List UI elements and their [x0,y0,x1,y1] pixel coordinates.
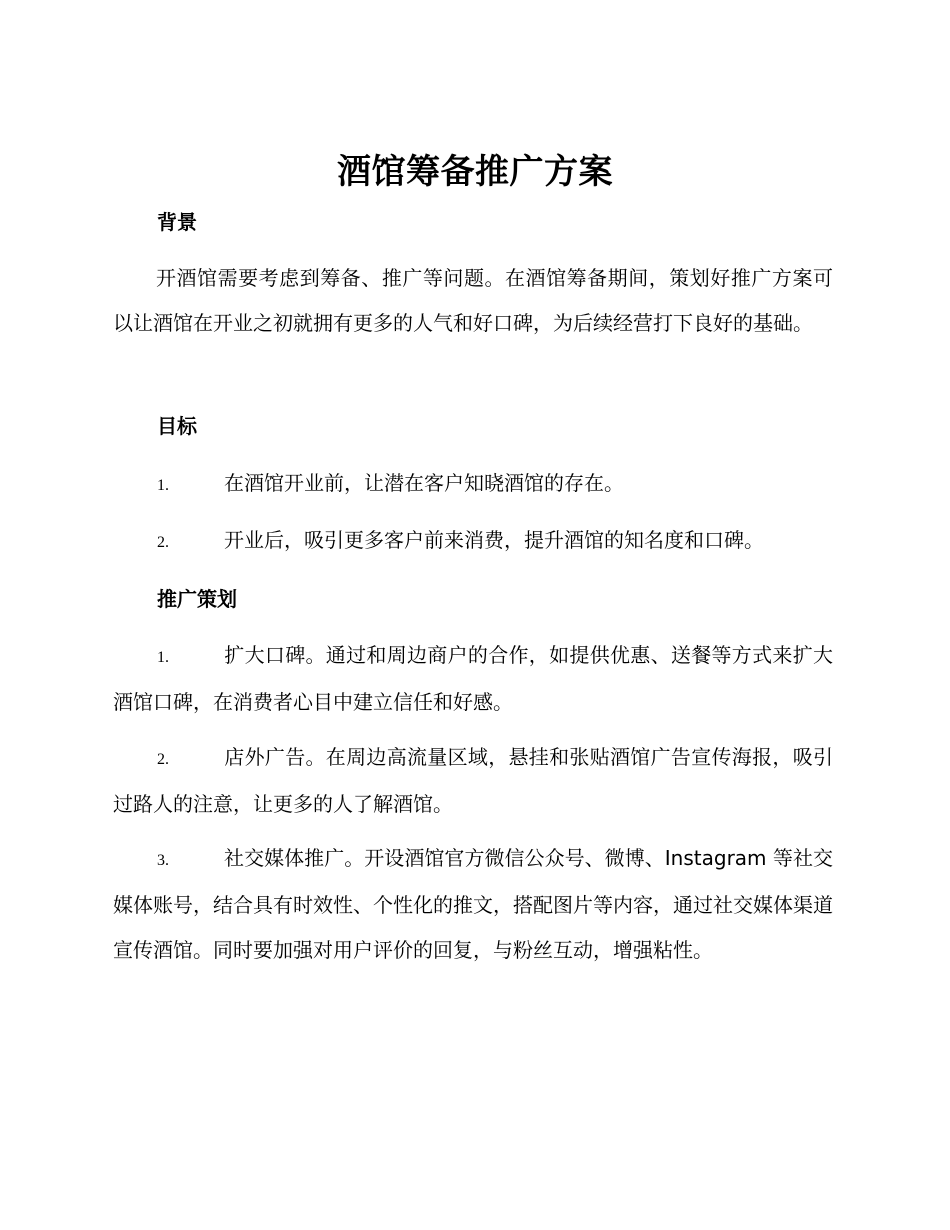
list-number: 2. [157,534,169,551]
goal-item-text: 在酒馆开业前，让潜在客户知晓酒馆的存在。 [224,471,624,495]
list-number: 1. [157,649,169,666]
list-number: 1. [157,477,169,494]
promotion-item-text: 社交媒体推广。开设酒馆官方微信公众号、微博、Instagram 等社交媒体账号，结合具有时效性、个性化的推文，搭配图片等内容，通过社交媒体渠道宣传酒馆。同时要加强对用户评价的回复，与粉丝互动，增强粘性。 [113,846,833,962]
goal-item [113,518,833,565]
section-heading-promotion: 推广策划 [157,587,237,611]
list-number: 2. [157,751,169,768]
document-title: 酒馆筹备推广方案 [337,152,613,192]
promotion-item [113,836,833,973]
promotion-item-text: 扩大口碑。通过和周边商户的合作，如提供优惠、送餐等方式来扩大酒馆口碑，在消费者心目中建立信任和好感。 [113,643,833,714]
section-heading-goals: 目标 [157,414,197,438]
background-paragraph: 开酒馆需要考虑到筹备、推广等问题。在酒馆筹备期间，策划好推广方案可以让酒馆在开业之初就拥有更多的人气和好口碑，为后续经营打下良好的基础。 [113,266,833,335]
promotion-item [113,633,833,725]
goal-item [113,461,833,508]
section-heading-background: 背景 [157,210,197,234]
promotion-item [113,735,833,827]
goal-item-text: 开业后，吸引更多客户前来消费，提升酒馆的知名度和口碑。 [224,528,764,552]
promotion-item-text: 店外广告。在周边高流量区域，悬挂和张贴酒馆广告宣传海报，吸引过路人的注意，让更多的人了解酒馆。 [113,745,833,816]
list-number: 3. [157,852,169,869]
